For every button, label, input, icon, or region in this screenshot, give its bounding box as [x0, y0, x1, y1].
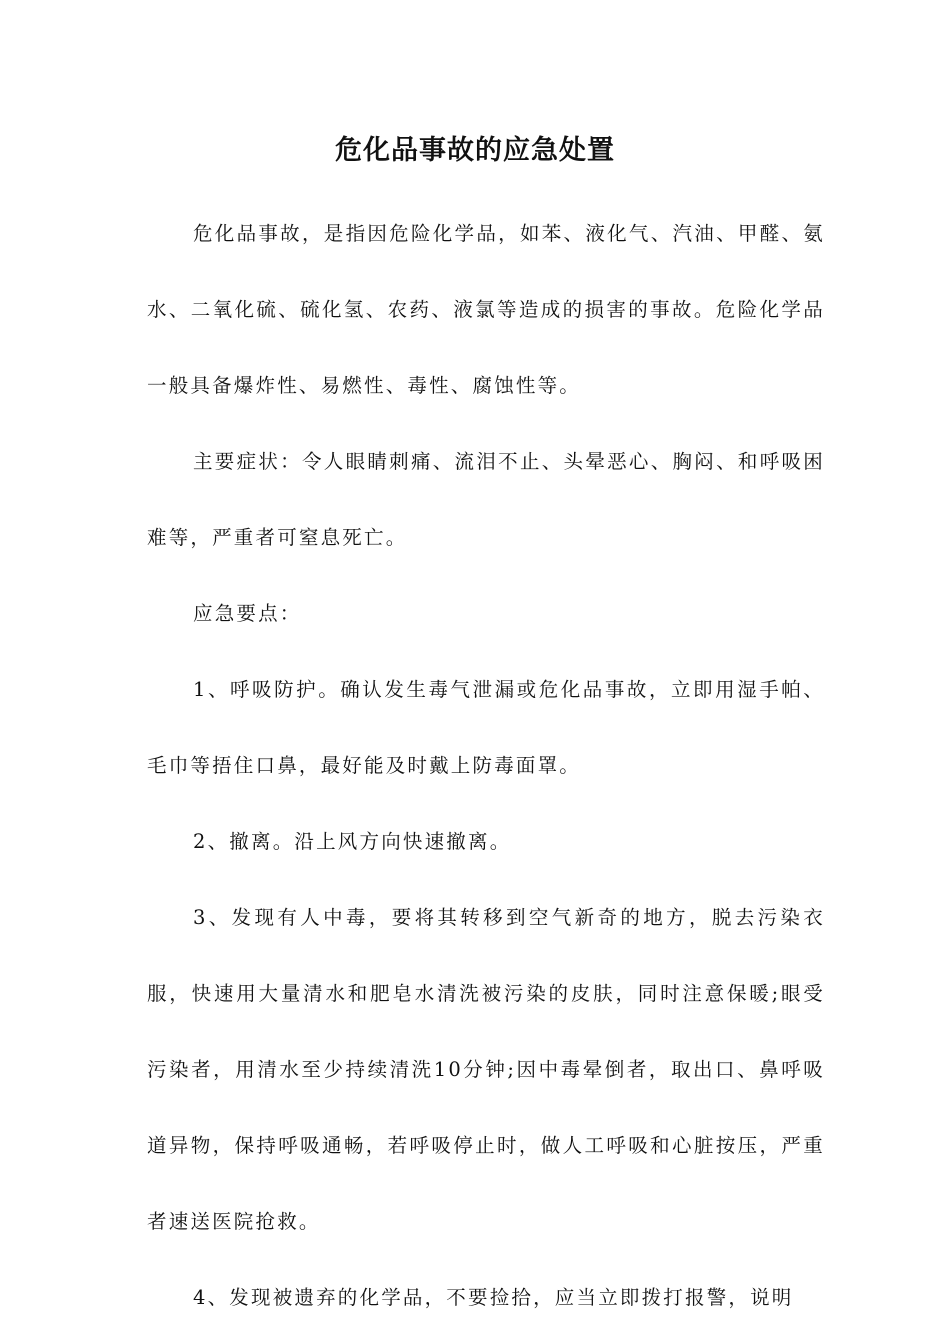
document-title: 危化品事故的应急处置 [335, 135, 615, 166]
document-body [147, 196, 825, 1336]
paragraph-point-1: 1、呼吸防护。确认发生毒气泄漏或危化品事故，立即用湿手帕、毛巾等捂住口鼻，最好能及时戴上防毒面罩。 [147, 678, 825, 777]
paragraph-symptoms: 主要症状：令人眼睛刺痛、流泪不止、头晕恶心、胸闷、和呼吸困难等，严重者可窒息死亡。 [147, 450, 825, 549]
paragraph-key-points-heading: 应急要点： [193, 602, 302, 625]
paragraph-point-2: 2、撤离。沿上风方向快速撤离。 [193, 830, 512, 853]
paragraph-point-3: 3、发现有人中毒，要将其转移到空气新奇的地方，脱去污染衣服，快速用大量清水和肥皂水清洗被污染的皮肤，同时注意保暖;眼受污染者，用清水至少持续清洗10分钟;因中毒晕倒者，取出口、鼻呼吸道异物，保持呼吸通畅，若呼吸停止时，做人工呼吸和心脏按压，严重者速送医院抢救。 [147, 906, 825, 1233]
paragraph-definition: 危化品事故，是指因危险化学品，如苯、液化气、汽油、甲醛、氨水、二氧化硫、硫化氢、农药、液氯等造成的损害的事故。危险化学品一般具备爆炸性、易燃性、毒性、腐蚀性等。 [147, 222, 825, 397]
paragraph-point-4: 4、发现被遗弃的化学品，不要捡拾，应当立即拨打报警，说明 [193, 1286, 794, 1309]
